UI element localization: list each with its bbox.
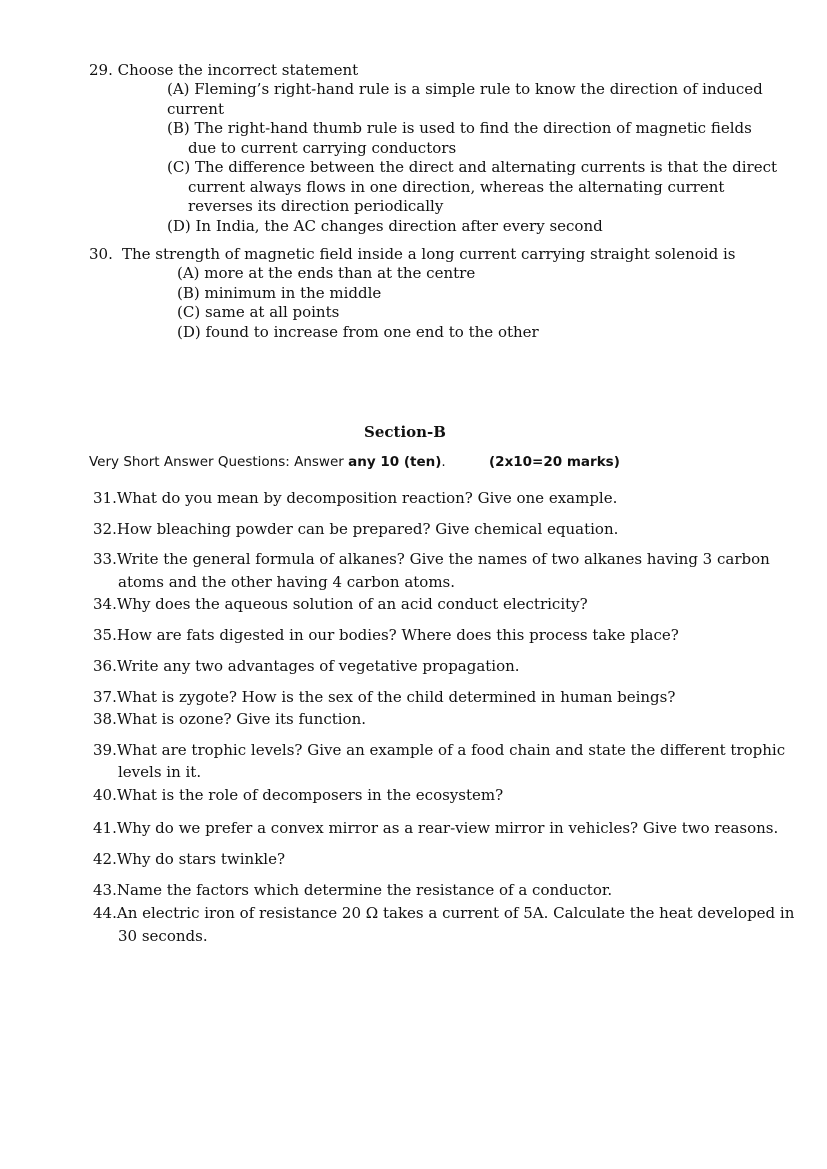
q30-option-c: (C) same at all points bbox=[177, 303, 340, 321]
question-33-cont: atoms and the other having 4 carbon atoms. bbox=[118, 573, 456, 591]
question-39 bbox=[93, 739, 785, 761]
instructions-prefix: Very Short Answer Questions: Answer bbox=[89, 454, 349, 470]
question-number: 43. bbox=[93, 881, 117, 899]
q29-stem: 29. Choose the incorrect statement bbox=[89, 61, 359, 79]
question-number: 33. bbox=[93, 550, 117, 568]
question-text: How are fats digested in our bodies? Where does this process take place? bbox=[116, 626, 679, 644]
question-text: What do you mean by decomposition reaction? Give one example. bbox=[116, 489, 618, 507]
question-text: Name the factors which determine the resistance of a conductor. bbox=[116, 881, 613, 899]
q30-stem: The strength of magnetic field inside a long current carrying straight solenoid is bbox=[122, 245, 736, 263]
question-number: 39. bbox=[93, 741, 117, 759]
question-33 bbox=[93, 548, 770, 570]
q29-option-a: (A) Fleming’s right-hand rule is a simple rule to know the direction of induced bbox=[167, 80, 763, 98]
question-44 bbox=[93, 902, 794, 924]
question-39-cont: levels in it. bbox=[118, 763, 202, 781]
question-37 bbox=[93, 686, 675, 708]
question-number: 38. bbox=[93, 710, 117, 728]
question-text: What is zygote? How is the sex of the child determined in human beings? bbox=[116, 688, 676, 706]
question-number: 36. bbox=[93, 657, 117, 675]
question-text: Write the general formula of alkanes? Give the names of two alkanes having 3 carbon bbox=[116, 550, 770, 568]
q29-option-a-cont: current bbox=[167, 100, 224, 118]
section-instructions bbox=[89, 452, 446, 472]
question-42 bbox=[93, 848, 285, 870]
question-text: How bleaching powder can be prepared? Give chemical equation. bbox=[116, 520, 619, 538]
question-number: 31. bbox=[93, 489, 117, 507]
question-number: 37. bbox=[93, 688, 117, 706]
question-text: What are trophic levels? Give an example of a food chain and state the different trophic bbox=[116, 741, 786, 759]
question-38 bbox=[93, 708, 366, 730]
question-text: What is the role of decomposers in the ecosystem? bbox=[116, 786, 504, 804]
section-title: Section-B bbox=[364, 423, 446, 441]
question-35 bbox=[93, 624, 679, 646]
question-text: Why do we prefer a convex mirror as a rear-view mirror in vehicles? Give two reasons. bbox=[116, 819, 779, 837]
question-number: 40. bbox=[93, 786, 117, 804]
q29-option-c: (C) The difference between the direct and alternating currents is that the direct bbox=[167, 158, 778, 176]
question-number: 34. bbox=[93, 595, 117, 613]
q29-option-c-cont2: reverses its direction periodically bbox=[188, 197, 444, 215]
question-31 bbox=[93, 487, 617, 509]
question-40 bbox=[93, 784, 503, 806]
question-text: An electric iron of resistance 20 Ω takes a current of 5A. Calculate the heat developed in bbox=[116, 904, 795, 922]
question-number: 44. bbox=[93, 904, 117, 922]
question-number: 32. bbox=[93, 520, 117, 538]
question-36 bbox=[93, 655, 520, 677]
q29-option-c-cont1: current always flows in one direction, whereas the alternating current bbox=[188, 178, 725, 196]
q30-option-d: (D) found to increase from one end to the other bbox=[177, 323, 539, 341]
q29-option-b-cont: due to current carrying conductors bbox=[188, 139, 457, 157]
instructions-suffix: . bbox=[441, 454, 446, 470]
q30-option-a: (A) more at the ends than at the centre bbox=[177, 264, 476, 282]
q29-option-b: (B) The right-hand thumb rule is used to find the direction of magnetic fields bbox=[167, 119, 752, 137]
question-number: 41. bbox=[93, 819, 117, 837]
q29-option-d: (D) In India, the AC changes direction after every second bbox=[167, 217, 603, 235]
question-44-cont: 30 seconds. bbox=[118, 927, 208, 945]
section-marks: (2x10=20 marks) bbox=[489, 454, 620, 470]
q30-option-b: (B) minimum in the middle bbox=[177, 284, 382, 302]
question-text: Why does the aqueous solution of an acid conduct electricity? bbox=[116, 595, 588, 613]
instructions-emphasis: any 10 (ten) bbox=[348, 454, 442, 470]
question-32 bbox=[93, 518, 618, 540]
question-number: 42. bbox=[93, 850, 117, 868]
question-text: What is ozone? Give its function. bbox=[116, 710, 366, 728]
q30-number: 30. bbox=[89, 245, 113, 263]
question-text: Why do stars twinkle? bbox=[116, 850, 286, 868]
question-number: 35. bbox=[93, 626, 117, 644]
question-43 bbox=[93, 879, 612, 901]
question-41 bbox=[93, 817, 778, 839]
question-text: Write any two advantages of vegetative propagation. bbox=[116, 657, 520, 675]
question-34 bbox=[93, 593, 588, 615]
